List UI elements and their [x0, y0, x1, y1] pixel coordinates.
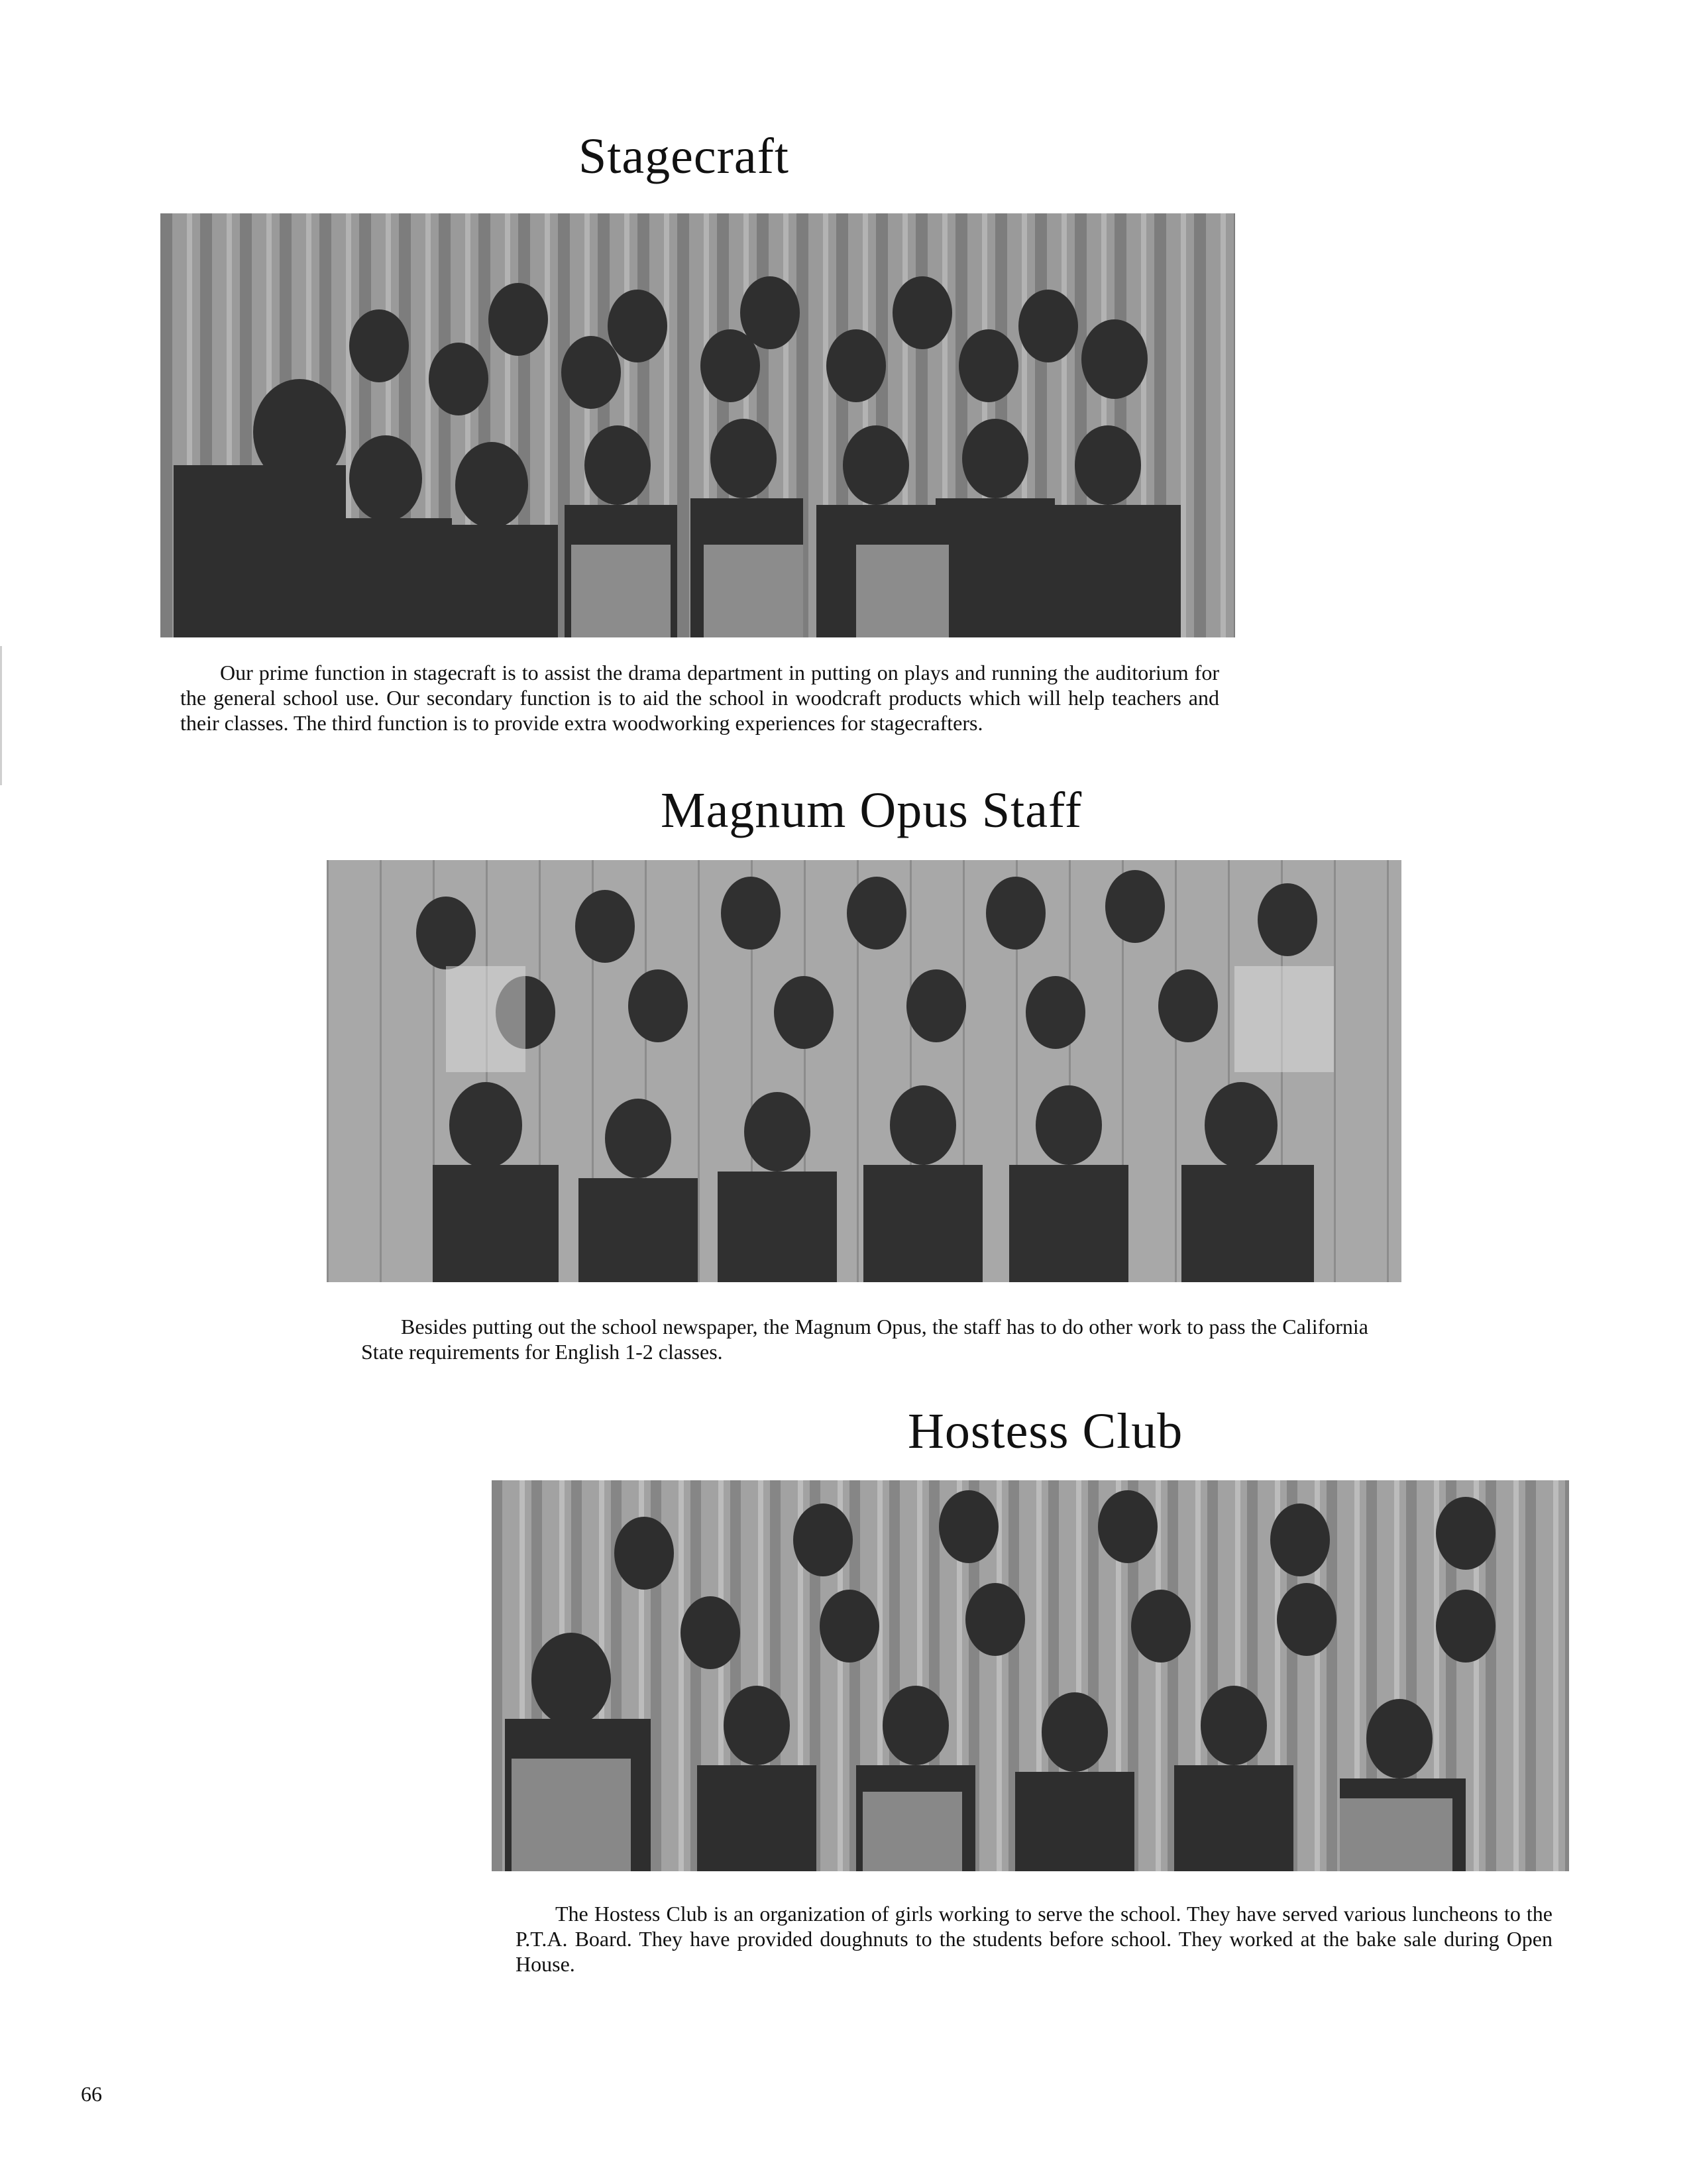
page-number: 66: [81, 2082, 102, 2106]
magnum-opus-caption: [361, 1314, 1368, 1364]
magnum-opus-photo-image: [327, 860, 1401, 1282]
scan-margin-mark: [0, 646, 2, 785]
hostess-club-title: Hostess Club: [908, 1403, 1183, 1459]
hostess-club-photo-image: [492, 1480, 1569, 1871]
stagecraft-group-photo: [160, 213, 1235, 637]
magnum-opus-caption-text: Besides putting out the school newspaper, the Magnum Opus, the staff has to do other work to pass the California State requirements for English 1-2 classes.: [361, 1315, 1368, 1364]
hostess-club-caption-text: The Hostess Club is an organization of girls working to serve the school. They have served various luncheons to the P.T.A. Board. They have provided doughnuts to the students before school. They worked at the bake sale during Open House.: [516, 1902, 1553, 1976]
stagecraft-caption: [180, 660, 1219, 736]
stagecraft-title: Stagecraft: [578, 129, 790, 184]
hostess-club-caption: [516, 1901, 1553, 1977]
magnum-opus-staff-title: Magnum Opus Staff: [661, 783, 1083, 838]
stagecraft-caption-text: Our prime function in stagecraft is to assist the drama department in putting on plays and running the auditorium for the general school use. Our secondary function is to aid the school in woodcraft products which will help teachers and their classes. The third function is to provide extra woodworking experiences for stagecrafters.: [180, 661, 1219, 735]
stagecraft-photo-image: [160, 213, 1235, 637]
magnum-opus-staff-group-photo: [327, 860, 1401, 1282]
hostess-club-group-photo: [492, 1480, 1569, 1871]
